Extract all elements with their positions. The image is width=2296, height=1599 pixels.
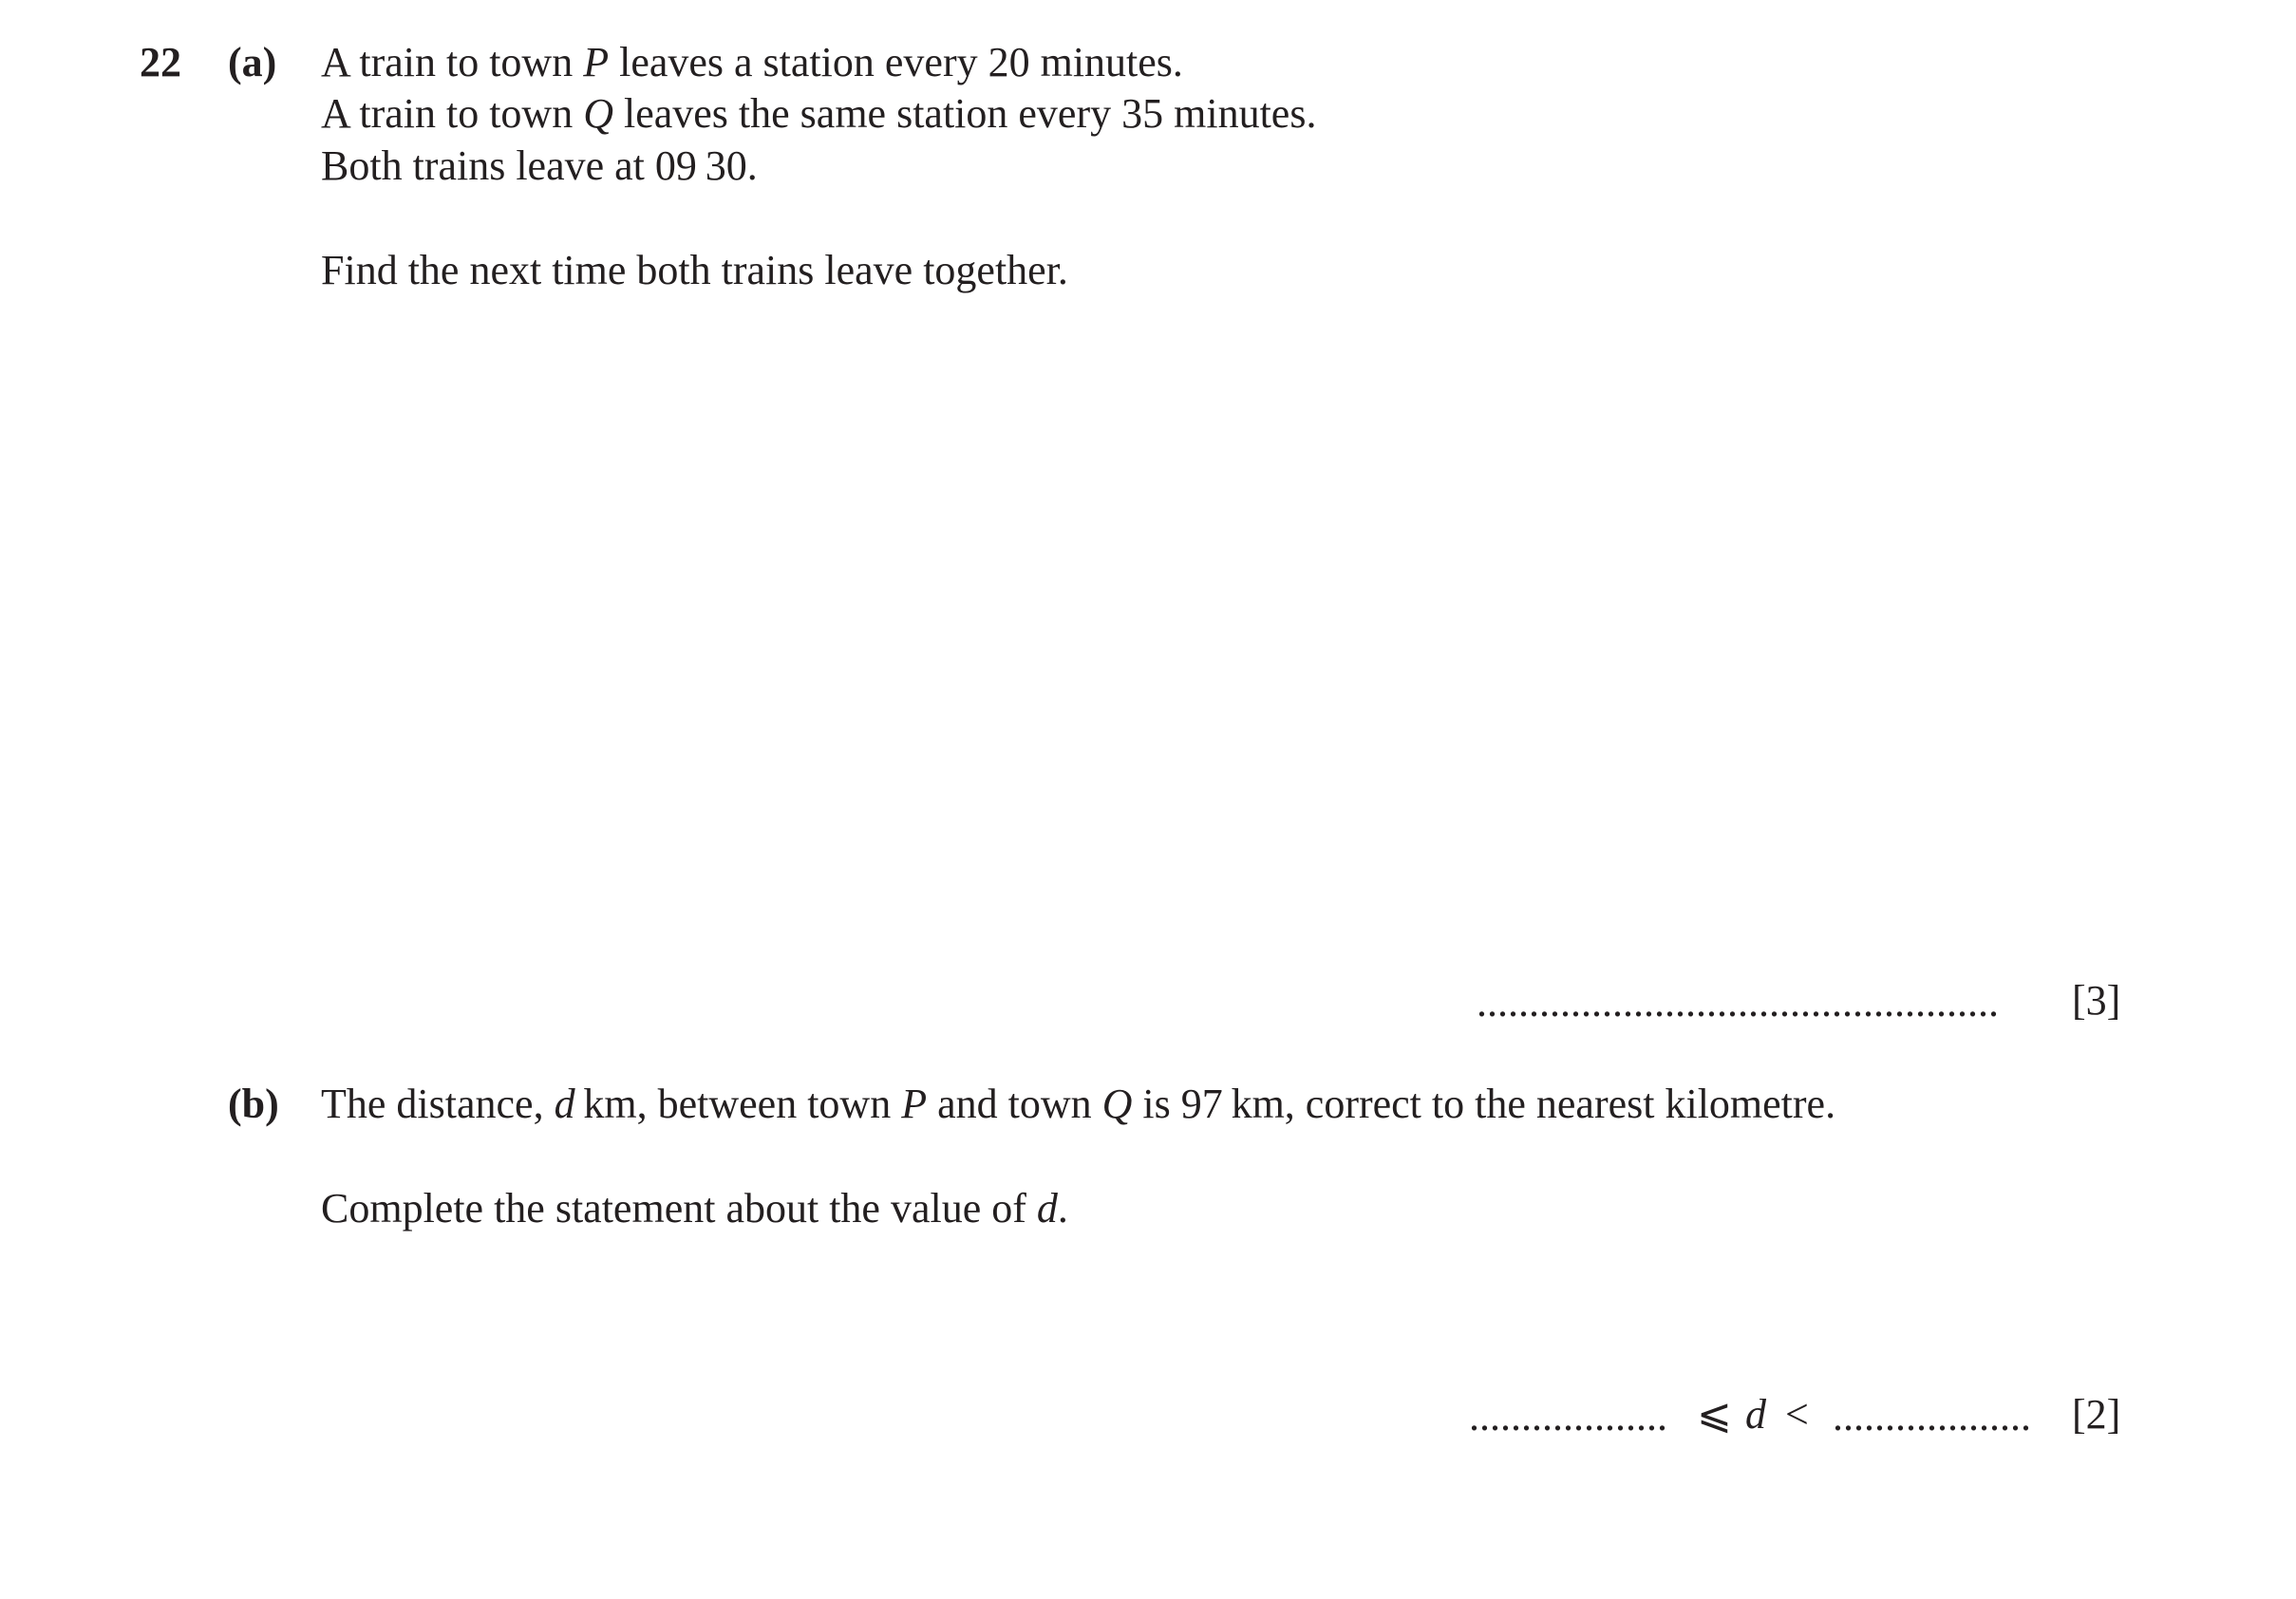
part-a-label: (a)	[228, 39, 277, 85]
part-b-statement	[321, 1083, 1835, 1125]
part-b-upper-bound-answer[interactable]: ...................	[1833, 1396, 2031, 1438]
part-b-instruction	[321, 1185, 1068, 1232]
text-segment: A train to town	[321, 39, 584, 85]
part-a-instruction: Find the next time both trains leave together.	[321, 247, 1068, 293]
variable-d: d	[554, 1081, 575, 1127]
text-segment: leaves a station every 20 minutes.	[609, 39, 1183, 85]
part-a-marks: [3]	[2072, 977, 2121, 1024]
question-number: 22	[140, 39, 181, 85]
text-segment: leaves the same station every 35 minutes.	[612, 90, 1317, 137]
part-b-lower-bound-answer[interactable]: ...................	[1469, 1396, 1667, 1438]
variable-p: P	[901, 1081, 928, 1127]
part-a-line-3: Both trains leave at 09 30.	[321, 142, 758, 189]
text-segment: .	[1057, 1185, 1068, 1232]
part-a-line-2	[321, 90, 1317, 137]
part-a-answer-line[interactable]: ..................................................	[1477, 982, 1999, 1024]
part-a-line-1	[321, 39, 1183, 85]
text-segment: is 97 km, correct to the nearest kilometre.	[1132, 1081, 1836, 1127]
less-or-equal-symbol: ⩽	[1697, 1391, 1732, 1438]
part-b-label: (b)	[228, 1081, 279, 1127]
inequality-variable	[1745, 1391, 1766, 1438]
part-b-marks: [2]	[2072, 1391, 2121, 1438]
variable-q: Q	[583, 90, 613, 137]
less-than-symbol: <	[1785, 1391, 1809, 1438]
text-segment: A train to town	[321, 90, 584, 137]
variable-d: d	[1036, 1185, 1058, 1232]
variable-d: d	[1745, 1391, 1766, 1438]
variable-p: P	[583, 39, 610, 85]
text-segment: The distance,	[321, 1081, 555, 1127]
text-segment: and town	[927, 1081, 1102, 1127]
variable-q: Q	[1101, 1081, 1133, 1127]
text-segment: km, between town	[574, 1081, 902, 1127]
text-segment: Complete the statement about the value of	[321, 1185, 1037, 1232]
